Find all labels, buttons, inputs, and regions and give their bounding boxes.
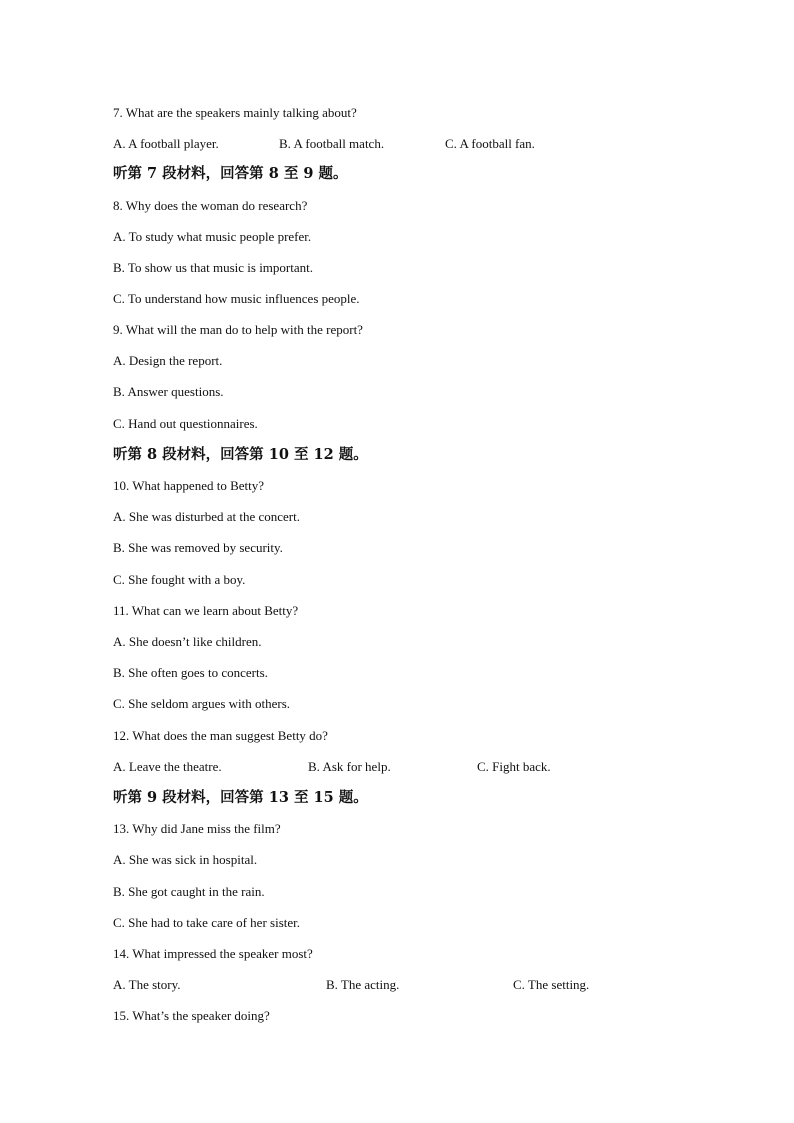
- question-10-option-a: A. She was disturbed at the concert.: [113, 509, 301, 524]
- question-11-option-b: B. She often goes to concerts.: [113, 665, 268, 680]
- question-12-option-b: B. Ask for help.: [308, 759, 391, 774]
- question-9-option-c: C. Hand out questionnaires.: [113, 416, 258, 431]
- question-7-option-c: C. A football fan.: [445, 136, 535, 151]
- question-7-option-b: B. A football match.: [279, 136, 385, 151]
- question-9-option-b: B. Answer questions.: [113, 384, 224, 399]
- question-12: 12. What does the man suggest Betty do?: [113, 728, 328, 743]
- question-11: 11. What can we learn about Betty?: [113, 603, 299, 618]
- question-10: 10. What happened to Betty?: [113, 478, 265, 493]
- question-8-option-c: C. To understand how music influences people.: [113, 291, 360, 306]
- question-12-option-a: A. Leave the theatre.: [113, 759, 222, 774]
- question-9: 9. What will the man do to help with the report?: [113, 322, 363, 337]
- question-8-option-b: B. To show us that music is important.: [113, 260, 313, 275]
- question-8-option-a: A. To study what music people prefer.: [113, 229, 312, 244]
- question-14-option-a: A. The story.: [113, 977, 181, 992]
- question-13: 13. Why did Jane miss the film?: [113, 821, 281, 836]
- question-8: 8. Why does the woman do research?: [113, 198, 308, 213]
- question-13-option-a: A. She was sick in hospital.: [113, 852, 258, 867]
- question-11-option-a: A. She doesn’t like children.: [113, 634, 262, 649]
- question-10-option-c: C. She fought with a boy.: [113, 572, 246, 587]
- question-7-option-a: A. A football player.: [113, 136, 219, 151]
- question-14: 14. What impressed the speaker most?: [113, 946, 313, 961]
- section-heading-9: 听第 9 段材料，回答第 13 至 15 题。: [113, 789, 368, 806]
- question-11-option-c: C. She seldom argues with others.: [113, 696, 291, 711]
- question-7: 7. What are the speakers mainly talking about?: [113, 105, 357, 120]
- section-heading-7: 听第 7 段材料，回答第 8 至 9 题。: [113, 165, 348, 182]
- question-14-option-b: B. The acting.: [326, 977, 400, 992]
- question-12-option-c: C. Fight back.: [477, 759, 551, 774]
- question-10-option-b: B. She was removed by security.: [113, 540, 283, 555]
- question-9-option-a: A. Design the report.: [113, 353, 223, 368]
- question-13-option-b: B. She got caught in the rain.: [113, 884, 265, 899]
- question-15: 15. What’s the speaker doing?: [113, 1008, 270, 1023]
- question-14-option-c: C. The setting.: [513, 977, 590, 992]
- question-13-option-c: C. She had to take care of her sister.: [113, 915, 300, 930]
- section-heading-8: 听第 8 段材料，回答第 10 至 12 题。: [113, 446, 368, 463]
